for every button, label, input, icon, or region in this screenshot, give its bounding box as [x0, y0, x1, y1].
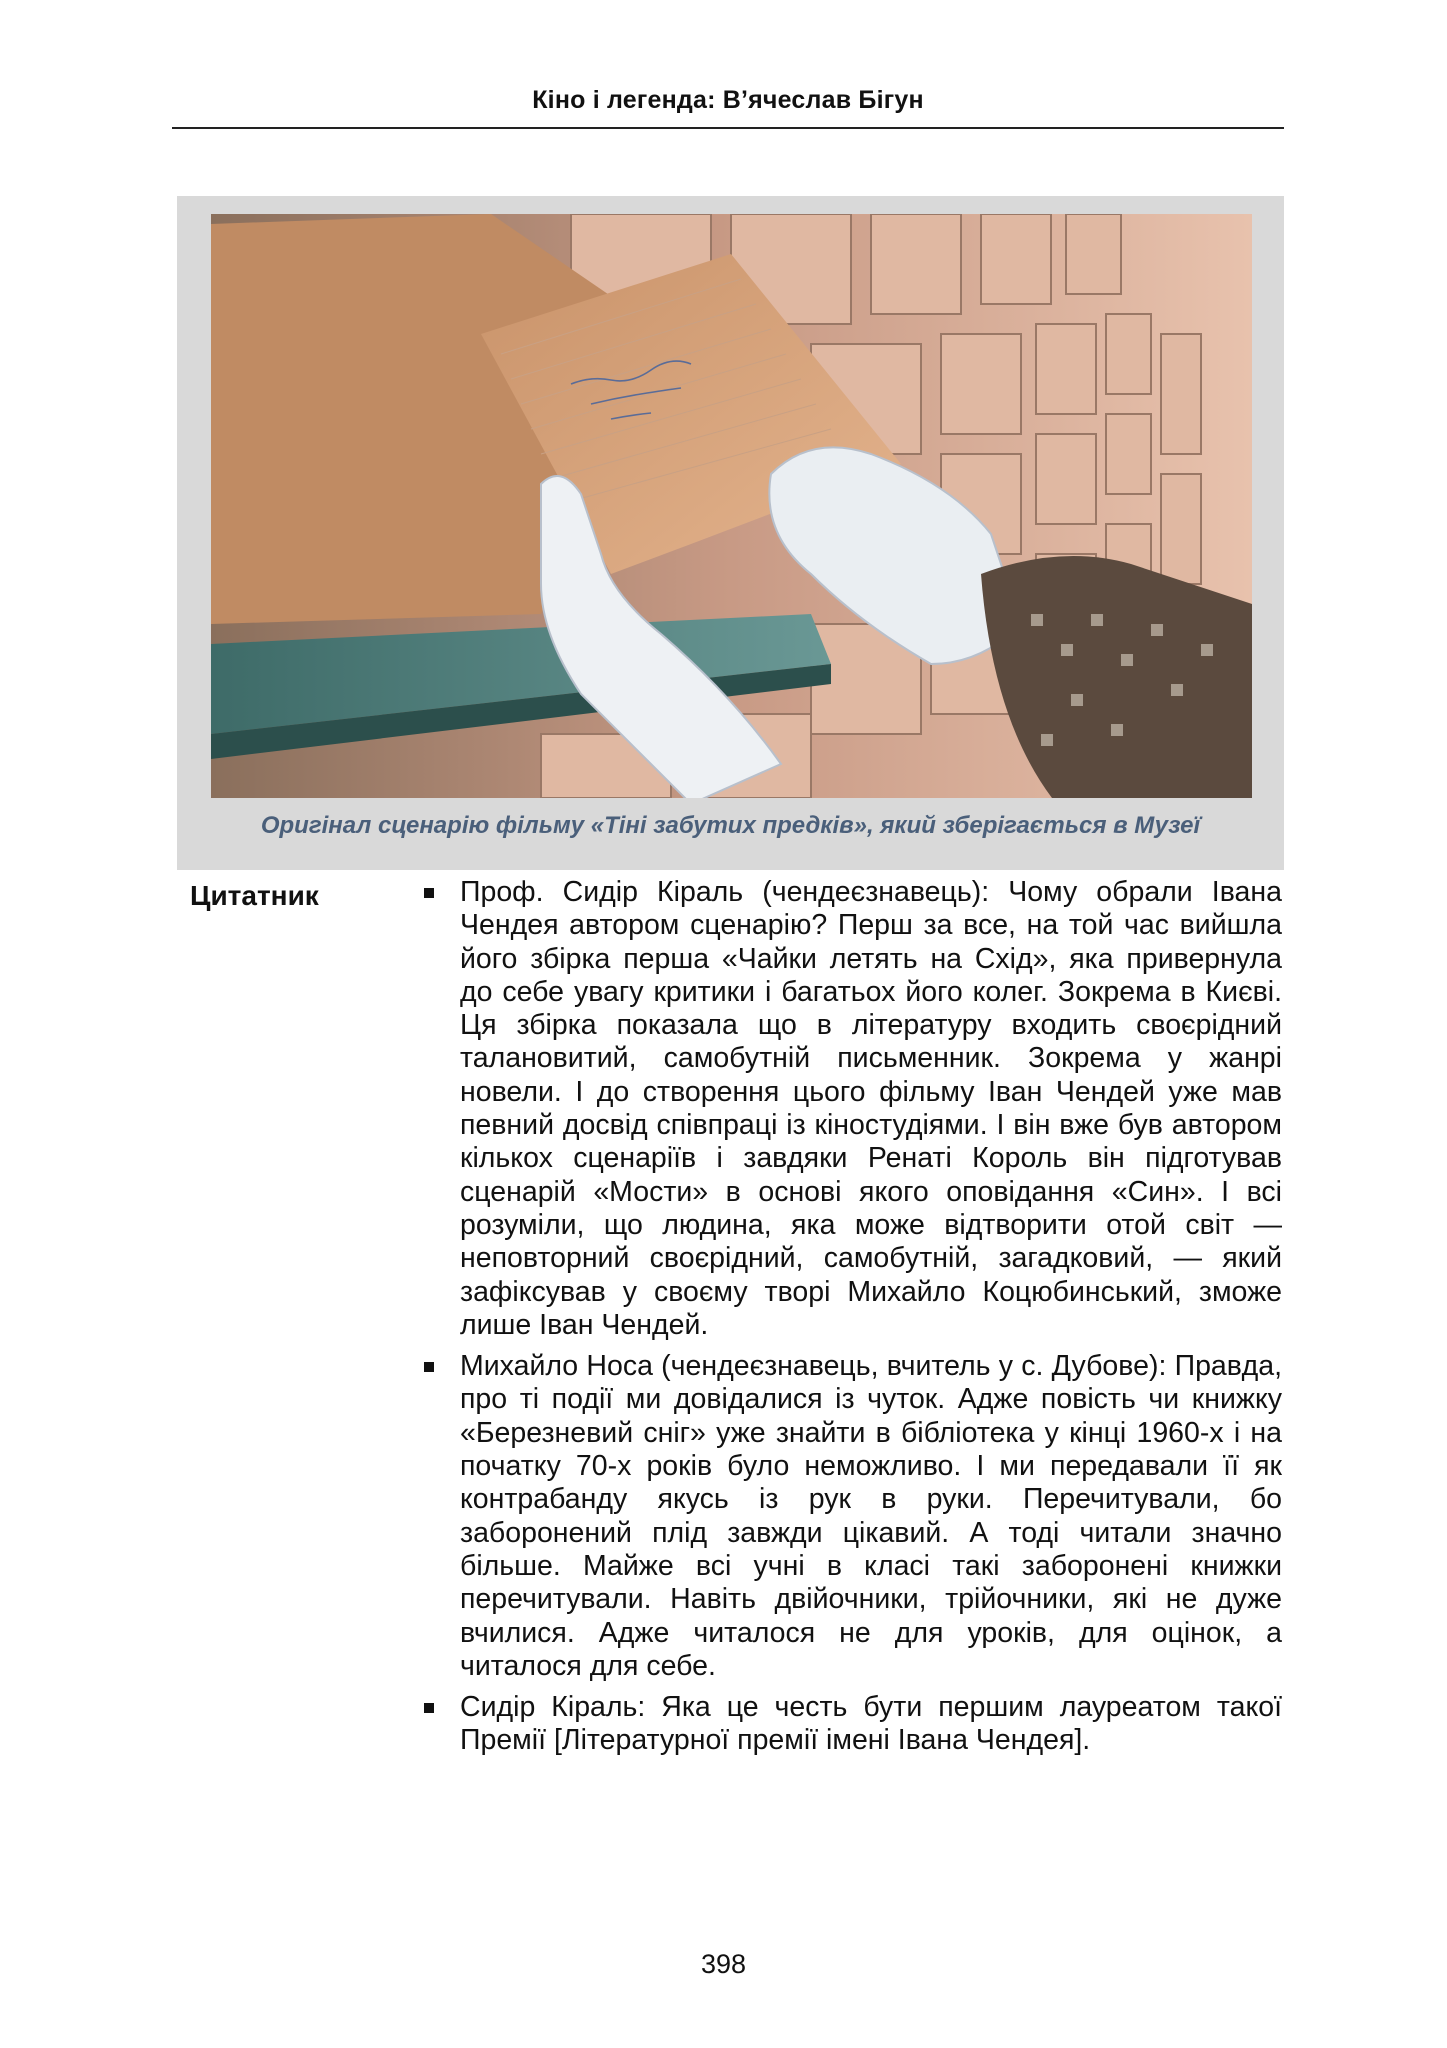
quote-text: Проф. Сидір Кіраль (чендеєзнавець): Чому обрали Івана Чендея автором сценарію? Перш за все, на той час вийшла його збірка перша «Чайки летять на Схід», яка привернула до себе увагу критики і багатьох його колег. Зокрема в Києві. Ця збірка показала що в літературу входить своєрідний талановитий, самобутній письменник. Зокрема у жанрі новели. І до створення цього фільму Іван Чендей уже мав певний досвід співпраці із кіностудіями. І він вже був автором кількох сценаріїв і завдяки Ренаті Король він підготував сценарій «Мости» в основі якого оповідання «Син». І всі розуміли, що людина, яка може відтворити отой світ — неповторний своєрідний, самобутній, загадковий, — який зафіксував у своєму творі Михайло Коцюбинський, зможе лише Іван Чендей.	[460, 876, 1282, 1341]
quote-text: Сидір Кіраль: Яка це честь бути першим лауреатом такої Премії [Літературної премії імені Івана Чендея].	[460, 1691, 1282, 1757]
figure-caption: Оригінал сценарію фільму «Тіні забутих предків», який зберігається в Музеї	[260, 812, 1201, 839]
figure	[177, 196, 1284, 870]
header-rule	[172, 127, 1284, 129]
quote-item	[420, 1691, 1282, 1758]
quote-list	[420, 876, 1282, 1766]
page-number: 398	[700, 1949, 747, 1979]
quote-text: Михайло Носа (чендеєзнавець, вчитель у с. Дубове): Правда, про ті події ми довідалися із чуток. Адже повість чи книжку «Березневий сніг» уже знайти в бібліотека у кінці 1960-х і на початку 70-х років було неможливо. І ми передавали її як контрабанду якусь із рук в руки. Перечитували, бо заборонений плід завжди цікавий. А тоді читали значно більше. Майже всі учні в класі такі заборонені книжки перечитували. Навіть двійочники, трійочники, які не дуже вчилися. Адже читалося не для уроків, для оцінок, а читалося для себе.	[460, 1350, 1282, 1682]
archive-photo	[211, 214, 1252, 798]
quote-item	[420, 876, 1282, 1342]
running-header: Кіно і легенда: В’ячеслав Бігун	[532, 86, 924, 114]
quote-item	[420, 1350, 1282, 1683]
square-bullet-icon	[424, 1703, 434, 1713]
square-bullet-icon	[424, 1362, 434, 1372]
square-bullet-icon	[424, 888, 434, 898]
section-label-citations: Цитатник	[190, 880, 319, 911]
